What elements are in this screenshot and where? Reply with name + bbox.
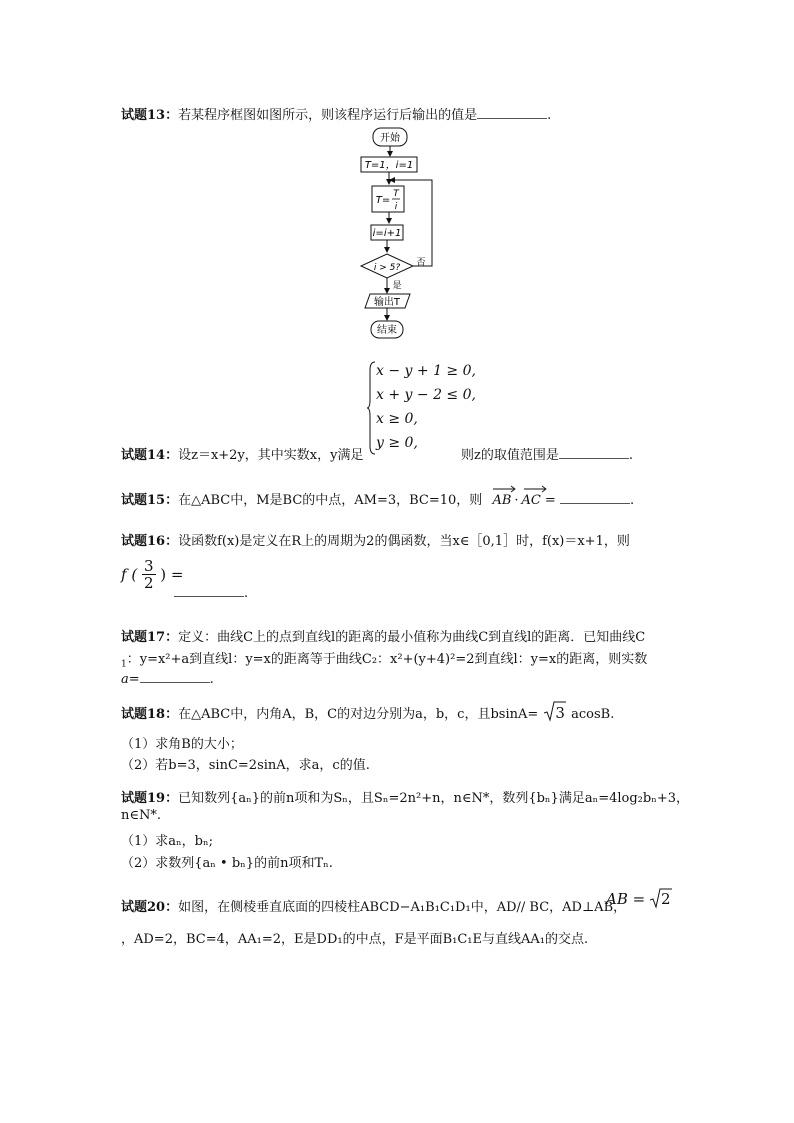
radical-sign: [650, 887, 672, 909]
question-14: [121, 444, 363, 463]
question-text: 在△ABC中，内角A，B，C的对边分别为a，b，c，且bsinA=: [178, 707, 539, 722]
question-17-line3: a= .: [121, 672, 214, 687]
question-20-line2: ，AD=2，BC=4，AA₁=2，E是DD₁的中点，F是平面B₁C₁E与直线AA₁的交点.: [121, 932, 589, 947]
question-text: 在△ABC中，M是BC的中点，AM=3，BC=10，则: [178, 493, 483, 508]
question-label: 试题20：: [121, 900, 179, 915]
answer-blank: [477, 106, 547, 119]
question-19: [121, 787, 689, 806]
vector-dot-product: AB · AC =: [492, 493, 555, 508]
fraction: [142, 558, 156, 591]
question-17-line2: $_1$：y=x²+a到直线l：y=x的距离等于曲线C₂：x²+(y+4)²=2到直线l：y=x的距离，则实数: [121, 652, 648, 670]
question-text: 设函数f(x)是定义在R上的周期为2的偶函数，当x∈［0,1］时，f(x)＝x+1，则: [178, 534, 630, 549]
answer-blank: [140, 670, 210, 683]
question-label: 试题19：: [121, 791, 179, 806]
flow-no-label: 否: [416, 258, 426, 268]
question-label: 试题14：: [121, 448, 179, 463]
answer-blank: [174, 584, 244, 597]
question-19-line2: n∈N*.: [121, 808, 162, 823]
vector-arrows: [492, 484, 552, 494]
flow-assign-num: T: [393, 189, 399, 199]
flow-init-label: T=1，i=1: [364, 160, 414, 171]
flow-end-label: 结束: [377, 325, 397, 336]
answer-blank: [559, 446, 629, 459]
question-13: 试题13：若某程序框图如图所示，则该程序运行后输出的值是 .: [121, 108, 552, 123]
flow-start-label: 开始: [380, 133, 400, 144]
question-16: [121, 530, 630, 549]
question-14-tail: 则z的取值范围是 .: [461, 448, 633, 463]
flow-assign-den: i: [394, 202, 398, 212]
flow-output-label: 输出T: [373, 297, 401, 308]
constraint-1: x − y + 1 ≥ 0,: [376, 363, 476, 379]
question-16-blank-line: .: [174, 584, 248, 601]
constraint-3: x ≥ 0,: [376, 411, 418, 427]
question-17: [121, 626, 645, 645]
question-text: 设z＝x+2y，其中实数x，y满足: [178, 448, 364, 463]
question-label: 试题15：: [121, 493, 179, 508]
question-label: 试题13：: [121, 108, 179, 123]
question-text: 如图，在侧棱垂直底面的四棱柱ABCD−A₁B₁C₁D₁中，AD// BC，AD⊥AB，: [178, 900, 627, 915]
question-16-expression: f ( $\frac{3}{2}$ ) =: [121, 557, 184, 592]
question-18-part2: （2）若b=3，sinC=2sinA，求a，c的值.: [121, 758, 370, 773]
constraint-4: y ≥ 0,: [376, 435, 418, 451]
question-label: 试题16：: [121, 534, 179, 549]
ab-equation: AB = 2: [606, 890, 671, 908]
question-18-part1: （1）求角B的大小；: [121, 737, 243, 752]
vector-ac: AC: [521, 493, 541, 508]
question-20: [121, 896, 626, 915]
radical-sign: [544, 700, 566, 722]
system-brace: [366, 360, 376, 456]
question-text: 若某程序框图如图所示，则该程序运行后输出的值是: [178, 108, 478, 123]
fraction-denominator: 2: [143, 574, 154, 592]
answer-blank: [560, 491, 630, 504]
question-15: 试题15：在△ABC中，M是BC的中点，AM=3，BC=10，则 AB · AC = .: [121, 489, 634, 508]
question-19-part2: （2）求数列{aₙ • bₙ}的前n项和Tₙ.: [121, 856, 333, 871]
flow-assign-lhs: T=: [375, 195, 391, 206]
program-flowchart: [355, 126, 445, 340]
vector-ab: AB: [492, 493, 512, 508]
flow-increment-label: i=i+1: [372, 228, 402, 239]
sqrt-3: 3: [544, 704, 565, 722]
question-19-part1: （1）求aₙ，bₙ;: [121, 834, 213, 849]
question-text: 已知数列{aₙ}的前n项和为Sₙ，且Sₙ=2n²+n，n∈N*，数列{bₙ}满足aₙ=4log₂bₙ+3，: [178, 791, 689, 806]
question-18: 试题18：在△ABC中，内角A，B，C的对边分别为a，b，c，且bsinA= 3 acosB.: [121, 703, 614, 722]
fraction-numerator: 3: [143, 557, 154, 575]
sqrt-2: 2: [650, 890, 671, 908]
question-label: 试题18：: [121, 707, 179, 722]
question-text: 定义：曲线C上的点到直线l的距离的最小值称为曲线C到直线l的距离．已知曲线C: [178, 630, 646, 645]
flow-yes-label: 是: [392, 281, 402, 291]
flow-condition-label: i > 5?: [373, 263, 401, 273]
question-label: 试题17：: [121, 630, 179, 645]
constraint-2: x + y − 2 ≤ 0,: [376, 387, 476, 403]
